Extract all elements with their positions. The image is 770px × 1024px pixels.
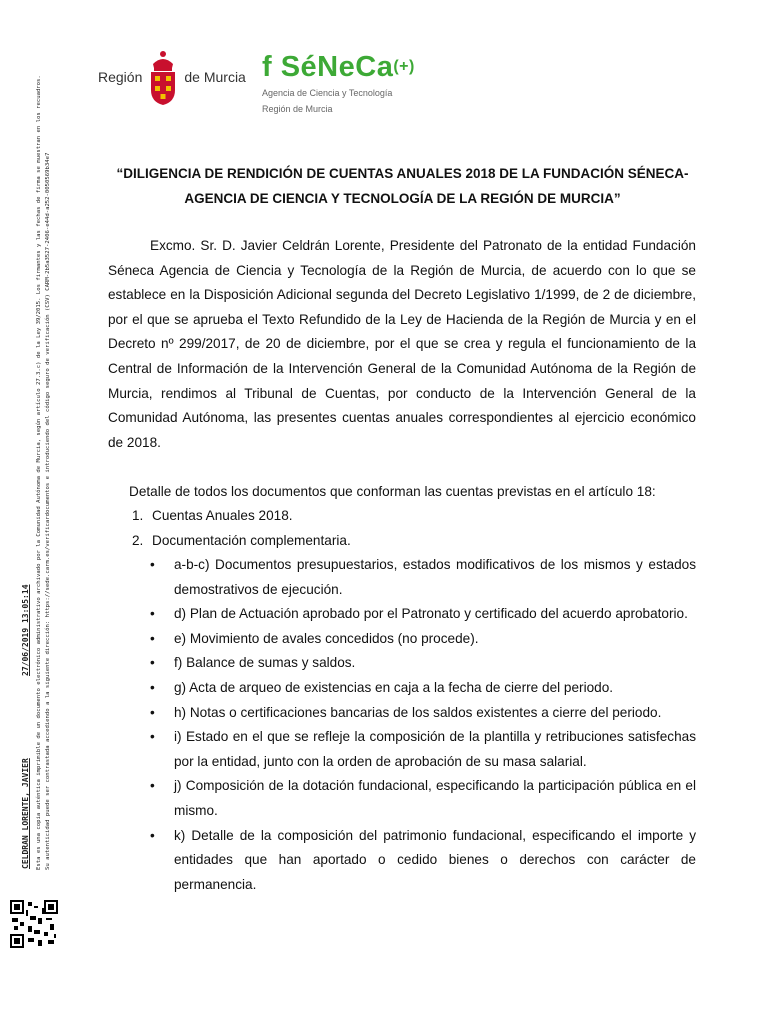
list-number: 1. (132, 508, 144, 523)
murcia-crest-icon (148, 48, 178, 106)
list-item (150, 824, 696, 898)
seneca-logo (262, 52, 415, 114)
numbered-list (132, 504, 351, 553)
logo-text-murcia: de Murcia (184, 69, 246, 85)
list-text: Documentación complementaria. (152, 532, 351, 548)
bullet-text: d) Plan de Actuación aprobado por el Patronato y certificado del acuerdo aprobatorio. (174, 606, 688, 622)
list-item (132, 504, 351, 529)
bullet-text: i) Estado en el que se refleje la composición de la plantilla y retribuciones satisfechas por la entidad, junto con la orden de aprobación de su masa salarial. (174, 729, 696, 769)
bullet-icon: • (150, 704, 155, 720)
list-text: Cuentas Anuales 2018. (152, 508, 293, 523)
bullet-text: h) Notas o certificaciones bancarias de los saldos existentes a cierre del periodo. (174, 704, 662, 720)
bullet-text: f) Balance de sumas y saldos. (174, 655, 356, 671)
bullet-list (150, 553, 696, 897)
verification-note: Su autenticidad puede ser contrastada accediendo a la siguiente dirección: https://sede.carm.es/verificardocumentos e introduciendo del código seguro de verificación (CSV) CARM-2b5a3527-2406-e44d-a252-0050569b34e7 (45, 152, 51, 870)
list-number: 2. (132, 532, 144, 548)
list-item (150, 553, 696, 602)
body-paragraph: Excmo. Sr. D. Javier Celdrán Lorente, Presidente del Patronato de la entidad Fundación Séneca Agencia de Ciencia y Tecnología de la Región de Murcia, de acuerdo con lo que se establece en la Disposición Adicional segunda del Decreto Legislativo 1/1999, de 2 de diciembre, por el que se aprueba el Texto Refundido de la Ley de Hacienda de la Región de Murcia y en el Decreto nº 299/2017, de 20 de diciembre, por el que se crea y regula el funcionamiento de la Central de Información de la Intervención General de la Comunidad Autónoma de la Región de Murcia, rendimos al Tribunal de Cuentas, por conducto de la Intervención General de la Comunidad Autónoma, las presentes cuentas anuales correspondientes al ejercicio económico de 2018. (108, 238, 696, 450)
seneca-subtitle-2: Región de Murcia (262, 104, 333, 114)
bullet-icon: • (150, 729, 155, 745)
bullet-text: g) Acta de arqueo de existencias en caja a la fecha de cierre del periodo. (174, 679, 614, 695)
bullet-icon: • (150, 679, 155, 695)
seneca-name: f SéNeCa(+) (262, 51, 415, 83)
list-item (132, 529, 351, 554)
bullet-text: a-b-c) Documentos presupuestarios, estados modificativos de los mismos y estados demostrativos de ejecución. (174, 557, 696, 597)
list-item (150, 627, 696, 652)
list-item (150, 774, 696, 823)
list-item (150, 602, 696, 627)
seneca-subtitle-1: Agencia de Ciencia y Tecnología (262, 88, 393, 98)
qr-code-icon (10, 900, 58, 948)
bullet-text: j) Composición de la dotación fundacional, especificando la participación pública en el mismo. (174, 778, 696, 818)
list-item (150, 676, 696, 701)
seneca-plus: (+) (393, 58, 415, 75)
logo-text-region: Región (98, 69, 143, 85)
bullet-text: e) Movimiento de avales concedidos (no procede). (174, 630, 479, 646)
bullet-icon: • (150, 630, 155, 646)
signer-name: CELDRAN LORENTE, JAVIER (21, 758, 30, 869)
bullet-icon: • (150, 655, 155, 671)
signature-date: 27/06/2019 13:05:14 (21, 584, 30, 676)
authenticity-note: Esta es una copia auténtica imprimible de un documento electrónico administrativo archivado por la Comunidad Autónoma de Murcia, según artículo 27.3.c) de la Ley 39/2015. Los firmantes y las fechas de firma se muestran en los recuadros. (36, 75, 42, 870)
bullet-icon: • (150, 778, 155, 794)
bullet-icon: • (150, 606, 155, 622)
region-murcia-logo (98, 48, 246, 106)
list-item (150, 651, 696, 676)
list-item (150, 701, 696, 726)
detail-intro: Detalle de todos los documentos que conforman las cuentas previstas en el artículo 18: (129, 484, 656, 499)
bullet-icon: • (150, 827, 155, 843)
list-item (150, 725, 696, 774)
document-title: “DILIGENCIA DE RENDICIÓN DE CUENTAS ANUALES 2018 DE LA FUNDACIÓN SÉNECA-AGENCIA DE CIENCIA Y TECNOLOGÍA DE LA REGIÓN DE MURCIA” (116, 166, 689, 206)
bullet-icon: • (150, 557, 155, 572)
bullet-text: k) Detalle de la composición del patrimonio fundacional, especificando el importe y entidades que han aportado o cedido bienes o derechos con carácter de permanencia. (174, 827, 696, 892)
